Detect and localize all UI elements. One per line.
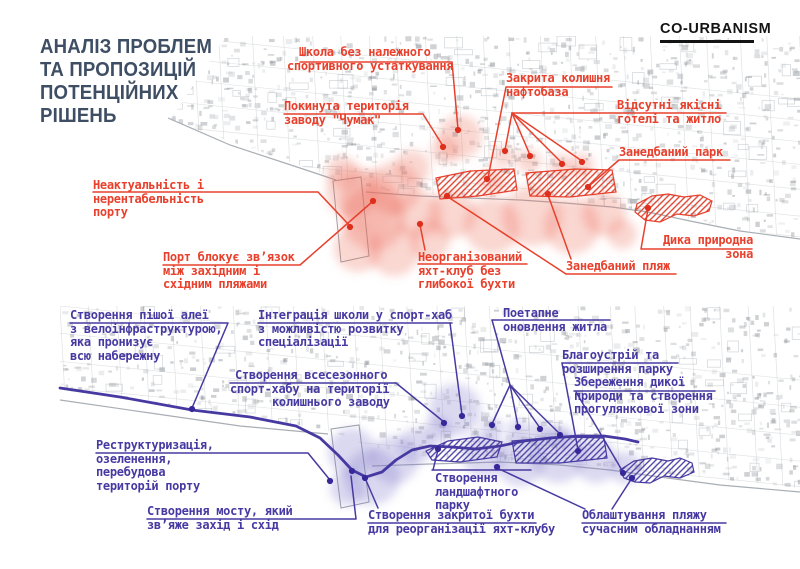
page-title-line: ПОТЕНЦІЙНИХ: [40, 82, 179, 104]
solution-label-alley: [70, 309, 222, 363]
label-line: колишнього заводу: [272, 395, 390, 409]
problem-label-chumak: [284, 100, 409, 127]
solution-label-school-hub: [258, 309, 452, 350]
problem-label-park: [619, 146, 723, 160]
problem-label-hotels: [617, 99, 721, 126]
label-line: парку: [435, 498, 470, 512]
label-line: Збереження дикої: [574, 375, 685, 389]
solution-label-port-restructuring: [96, 439, 214, 493]
label-line: Створення мосту, який: [147, 504, 293, 518]
problem-label-port-blocks: [163, 251, 295, 292]
label-line: між західним і: [163, 263, 260, 278]
page-title-line: ТА ПРОПОЗИЦІЙ: [40, 59, 197, 81]
label-line: Занедбаний парк: [619, 145, 723, 159]
label-line: ландшафтного: [435, 484, 519, 499]
label-line: Дика природна: [662, 233, 753, 247]
solution-label-zberezhennya: [574, 376, 713, 417]
label-line: розширення парку: [562, 361, 673, 376]
problem-label-naftobaza: [506, 72, 610, 99]
label-line: заводу "Чумак": [284, 112, 381, 127]
problem-label-beach: [566, 260, 670, 274]
label-line: Створення пішої алеї: [70, 308, 209, 322]
label-line: для реорганізації яхт-клубу: [368, 521, 555, 536]
label-line: всю набережну: [70, 348, 161, 363]
problem-label-school: [287, 46, 453, 73]
label-line: східним пляжами: [163, 277, 267, 291]
label-line: озеленення,: [96, 451, 173, 466]
label-line: Неактуальність і: [93, 178, 204, 192]
label-line: готелі та житло: [617, 111, 721, 126]
label-line: Порт блокує зв’язок: [163, 250, 295, 264]
label-line: Покинута територія: [284, 99, 409, 113]
label-line: Благоустрій та: [562, 348, 659, 362]
solution-label-landscape-park: [435, 472, 518, 513]
label-line: нафтобаза: [506, 84, 569, 99]
label-line: зв’яже захід і схід: [147, 517, 279, 532]
solution-label-renewal: [503, 307, 607, 334]
problem-label-port-irrelevance: [93, 179, 204, 220]
label-line: з можливістю розвитку: [258, 321, 404, 336]
label-line: Інтеграція школи у спорт-хаб: [258, 308, 452, 322]
problem-label-yacht: [418, 251, 522, 292]
brand-logo-text: CO-URBANISM: [660, 21, 772, 37]
label-line: Створення: [435, 471, 498, 485]
label-line: з велоінфраструктурою,: [70, 321, 223, 336]
label-line: Відсутні якісні: [617, 98, 721, 112]
solution-label-sport-hub: [230, 369, 390, 410]
label-line: спорт-хабу на території: [230, 381, 390, 396]
label-line: зона: [725, 246, 753, 261]
label-line: Поетапне: [503, 306, 559, 320]
label-line: Створення закритої бухти: [368, 508, 535, 522]
label-line: спортивного устаткування: [287, 58, 454, 73]
label-line: перебудова: [96, 465, 166, 479]
label-line: Облаштування пляжу: [582, 508, 707, 522]
label-line: нерентабельність: [93, 191, 204, 206]
label-line: сучасним обладнанням: [582, 521, 721, 536]
label-line: Школа без належного: [299, 45, 431, 59]
label-line: територій порту: [96, 478, 200, 493]
label-line: Створення всесезонного: [235, 368, 388, 382]
logo-underline: [660, 40, 754, 43]
brand-logo: [660, 20, 771, 43]
solution-label-blagoustriy: [562, 349, 673, 376]
label-line: спеціалізації: [258, 335, 349, 349]
page-title-line: РІШЕНЬ: [40, 105, 117, 127]
label-line: порту: [93, 205, 128, 219]
label-line: Занедбаний пляж: [566, 259, 670, 273]
solution-label-closed-bay: [368, 509, 555, 536]
solution-label-beach-equipment: [582, 509, 721, 536]
page-title: [40, 36, 212, 128]
label-line: оновлення житла: [503, 319, 607, 334]
label-line: глибокої бухти: [418, 277, 515, 291]
label-line: прогулянкової зони: [574, 402, 699, 416]
label-line: яхт-клуб без: [418, 263, 502, 278]
problem-label-wild: [643, 234, 753, 261]
label-line: яка пронизує: [70, 335, 154, 349]
label-line: Неорганізований: [418, 250, 522, 264]
label-line: Закрита колишня: [506, 71, 610, 85]
solution-label-bridge: [147, 505, 292, 532]
label-line: Реструктуризація,: [96, 438, 214, 452]
label-line: природи та створення: [574, 388, 713, 403]
page-title-line: АНАЛІЗ ПРОБЛЕМ: [40, 36, 213, 58]
